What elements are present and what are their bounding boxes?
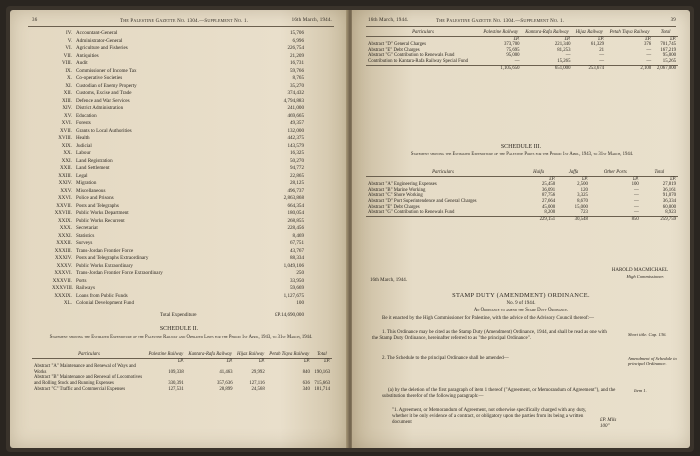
right-header-date: 16th March, 1944.	[368, 18, 409, 23]
expenditure-head-label: Accountant-General	[76, 30, 118, 36]
expenditure-head-label: Custodian of Enemy Property	[76, 82, 137, 89]
table-column-header: Petah Tiqva Railway	[606, 30, 653, 36]
row-label: Abstract "D" Port Superintendence and General Charges	[368, 198, 477, 204]
table-row	[32, 387, 332, 393]
row-label: Abstract "C" Shore Working	[368, 193, 423, 199]
schedule-ii-caption: Statement showing the Estimated Expenditure of the Palestine Railway and Operated Lines for the Period 1st April, 1943, to 31st March, 1944.	[49, 335, 313, 340]
row-value: 127,116	[249, 380, 265, 386]
row-label: Abstract "A" Maintenance and Renewal of Ways and Works	[34, 364, 136, 375]
row-value: 15,000	[574, 204, 588, 210]
row-value: 109,338	[168, 369, 184, 375]
margin-note-item-1: Item 1.	[634, 388, 647, 393]
expenditure-head-value: 226,754	[287, 45, 304, 51]
expenditure-head-label: Commissioner of Income Tax	[76, 67, 137, 74]
expenditure-head-value: 100	[296, 300, 304, 306]
ordinance-subtitle: An Ordinance to amend the Stamp Duty Ordinance.	[473, 308, 569, 313]
row-value: 61,329	[590, 42, 605, 48]
total-value: 229,151	[520, 216, 557, 222]
expenditure-head-label: Customs, Excise and Trade	[76, 90, 132, 96]
row-value: 36,161	[662, 187, 676, 193]
expenditure-head-label: Administrator-General	[76, 37, 123, 44]
row-value: —	[633, 187, 639, 193]
left-page-number: 36	[32, 18, 38, 23]
expenditure-head-label: Audit	[76, 60, 88, 66]
table-row	[32, 364, 332, 375]
expenditure-head-number: XXX.	[59, 225, 72, 231]
expenditure-head-value: 250	[296, 270, 304, 276]
expenditure-head-value: 94,772	[289, 165, 304, 171]
row-label: Abstract "B" Maintenance and Renewal of Locomotives and Rolling Stock and Running Expenses	[34, 375, 143, 386]
row-value: 81,253	[557, 47, 571, 53]
row-value: —	[646, 47, 652, 53]
row-value: 100	[631, 182, 639, 188]
expenditure-head-value: 35,270	[289, 82, 304, 89]
section-1: 1. This Ordinance may be cited as the Stamp Duty (Amendment) Ordinance, 1944, and shall be read as one with the Stamp Duty Ordinance, hereinafter referred to as "the principal Ordinance".	[372, 330, 607, 342]
row-value: 181,714	[314, 386, 330, 392]
expenditure-head-value: 59,669	[289, 285, 304, 291]
expenditure-head-label: Co-operative Societies	[76, 75, 123, 81]
row-value: 87,756	[542, 193, 556, 199]
total-expenditure-value: £P.14,690,000	[274, 312, 304, 318]
row-value: 45,000	[542, 204, 556, 210]
expenditure-head-number: XVIII.	[58, 135, 72, 141]
expenditure-head-label: Forests	[76, 120, 91, 126]
row-value: 636	[302, 380, 310, 386]
expenditure-head-number: XXXVIII.	[52, 285, 74, 291]
currency-cell: £P.	[226, 358, 233, 364]
ordinance-number: No. 9 of 1944.	[506, 301, 536, 306]
row-value: —	[633, 193, 639, 199]
right-page	[352, 10, 690, 448]
expenditure-head-number: XXIV.	[58, 180, 72, 186]
expenditure-head-label: Statistics	[76, 232, 95, 239]
row-value: 29,992	[251, 369, 265, 375]
paragraph-a: (a) by the deletion of the first paragraph of item 1 thereof ("Agreement, or Memorandum of Agreement"), and the substitution therefor of the following paragraph:—	[382, 388, 616, 400]
table-column-header: Palestine Railway	[480, 30, 522, 36]
row-value: 376	[643, 42, 652, 48]
row-value: 120	[580, 187, 588, 193]
row-label: Abstract "G" Contribution to Renewals Fund	[368, 210, 455, 216]
row-value: 357,636	[217, 380, 233, 386]
expenditure-head-label: Railways	[76, 285, 95, 291]
row-value: 28,899	[219, 386, 233, 392]
row-value: 25,450	[542, 182, 556, 188]
row-value: 127,531	[168, 386, 184, 392]
row-label: Abstract "G" Contribution to Renewals Fund	[368, 53, 455, 59]
total-value: 850	[590, 216, 641, 222]
expenditure-head-value: 15,706	[289, 30, 304, 36]
currency-cell: £P.	[632, 176, 639, 182]
expenditure-head-number: IV.	[66, 30, 72, 36]
expenditure-head-label: Trans-Jordan Frontier Force	[76, 247, 134, 254]
table-column-header: Particulars	[32, 352, 146, 358]
expenditure-head-number: XXXII.	[56, 240, 72, 246]
expenditure-head-number: XX.	[63, 150, 72, 156]
expenditure-head-number: XXVIII.	[54, 210, 72, 216]
left-page	[10, 10, 348, 448]
total-value: 1,105,650	[480, 65, 522, 71]
schedule-ii-continued-table	[366, 30, 678, 71]
expenditure-head-value: 132,000	[287, 127, 304, 134]
expenditure-head-number: XV.	[64, 112, 72, 119]
expenditure-head-number: XI.	[65, 82, 72, 89]
row-label: Abstract "B" Marine Working	[368, 187, 426, 193]
expenditure-head-label: Loans from Public Funds	[76, 292, 128, 299]
expenditure-head-value: 22,865	[289, 172, 304, 179]
row-label: Abstract "C" Traffic and Commercial Expenses	[34, 386, 126, 392]
schedule-iii-title: SCHEDULE III.	[500, 144, 542, 150]
expenditure-head-number: XXI.	[61, 157, 72, 164]
expenditure-head-value: 59,766	[289, 67, 304, 74]
row-label: Abstract "E" Debt Charges	[368, 204, 420, 210]
expenditure-head-label: Legal	[76, 172, 88, 179]
expenditure-head-number: VI.	[65, 45, 72, 51]
row-value: —	[646, 53, 652, 59]
right-running-head: The Palestine Gazette No. 1304.—Supplement No. 1.	[436, 19, 565, 24]
expenditure-head-label: Secretariat	[76, 225, 98, 231]
left-header-date: 16th March, 1944.	[291, 18, 332, 23]
enacting-clause: Be it enacted by the High Commissioner for Palestine, with the advice of the Advisory Council thereof:—	[382, 316, 595, 321]
row-value: 330,391	[168, 380, 184, 386]
expenditure-head-number: XVII.	[59, 127, 72, 134]
row-value: 27,664	[542, 198, 556, 204]
expenditure-head-value: 67,751	[289, 240, 304, 246]
expenditure-head-number: XXIII.	[58, 172, 72, 179]
row-value: 24,568	[251, 386, 265, 392]
expenditure-head-value: 16,731	[289, 60, 304, 66]
currency-cell: £P.	[258, 358, 265, 364]
total-value: 2,100	[606, 65, 653, 71]
table-column-header: Total	[312, 352, 332, 358]
left-running-head: The Palestine Gazette No. 1304.—Supplement No. 1.	[120, 19, 249, 24]
expenditure-head-number: XXXI.	[57, 232, 72, 239]
table-column-header: Total	[653, 30, 678, 36]
expenditure-head-label: Police and Prisons	[76, 195, 114, 201]
row-value: —	[633, 210, 639, 216]
expenditure-head-number: XXXIII.	[54, 247, 72, 254]
expenditure-head-label: Education	[76, 112, 97, 119]
row-value: 715,663	[314, 380, 330, 386]
table-row	[32, 375, 332, 386]
expenditure-head-label: Colonial Development Fund	[76, 300, 135, 306]
expenditure-head-value: 8,469	[292, 232, 304, 239]
item-1-quote: "1. Agreement, or Memorandum of Agreement, not otherwise specifically charged with any duty, whether it be only evidence of a contract, or obligatory upon the parties from its being a written document	[392, 408, 587, 426]
row-value: 15,265	[662, 58, 676, 64]
expenditure-head-value: 664,354	[287, 202, 304, 209]
expenditure-head-label: Ports	[76, 277, 87, 284]
table-total-row	[366, 216, 678, 222]
expenditure-head-label: Migration	[76, 180, 97, 186]
expenditure-head-label: Health	[76, 135, 90, 141]
table-column-header: Kantara-Rafa Railway	[522, 30, 573, 36]
row-value: 36,334	[662, 198, 676, 204]
table-column-header: Hijaz Railway	[572, 30, 606, 36]
expenditure-head-value: 241,000	[287, 105, 304, 111]
row-value: 167,219	[660, 47, 676, 53]
expenditure-head-label: Posts and Telegraphs Extraordinary	[76, 255, 149, 261]
row-label: Abstract "D" General Charges	[368, 42, 427, 48]
row-value: 91,070	[662, 193, 676, 199]
row-value: 2,500	[577, 182, 588, 188]
row-value: 60,000	[662, 204, 676, 210]
expenditure-head-label: Public Works Extraordinary	[76, 262, 133, 269]
row-label: Contribution to Kantara-Rafa Railway Special Fund	[368, 58, 469, 64]
schedule-iii-caption: Statement showing the Estimated Expenditure of the Palestine Ports for the Period 1st April, 1943, to 31st March, 1944.	[410, 152, 634, 157]
total-value: 259,759	[641, 216, 678, 222]
expenditure-head-number: XIV.	[62, 105, 72, 111]
row-value: 36,091	[542, 187, 556, 193]
expenditure-head-value: 6,996	[292, 37, 304, 44]
expenditure-head-value: 442,375	[287, 135, 304, 141]
expenditure-head-label: Antiquities	[76, 52, 99, 59]
expenditure-head-label: Grants to Local Authorities	[76, 127, 132, 134]
row-value: 3,325	[577, 193, 588, 199]
row-value: —	[599, 58, 605, 64]
expenditure-head-number: XXIX.	[57, 217, 72, 224]
expenditure-head-label: Land Settlement	[76, 165, 110, 171]
expenditure-head-value: 43,767	[289, 247, 304, 254]
expenditure-head-number: XIII.	[61, 97, 72, 104]
expenditure-head-label: Trans-Jordan Frontier Force Extraordinary	[76, 270, 163, 276]
row-value: 95,000	[506, 53, 520, 59]
expenditure-head-value: 143,579	[287, 142, 304, 149]
row-value: 8,200	[544, 210, 556, 216]
row-value: 41,463	[219, 369, 233, 375]
row-value: —	[599, 53, 605, 59]
expenditure-head-value: 1,049,106	[283, 262, 304, 269]
expenditure-head-label: Judicial	[76, 142, 92, 149]
expenditure-head-value: 50,270	[289, 157, 304, 164]
expenditure-head-value: 496,737	[287, 187, 304, 194]
ordinance-title: STAMP DUTY (AMENDMENT) ORDINANCE.	[452, 292, 590, 299]
right-header-rule	[366, 26, 676, 27]
expenditure-head-label: Agriculture and Fisheries	[76, 45, 128, 51]
expenditure-head-label: Defence and War Services	[76, 97, 130, 104]
expenditure-head-number: XXXIV.	[54, 255, 72, 261]
row-label: Abstract "A" Engineering Expenses	[368, 182, 437, 188]
expenditure-head-value: 268,855	[287, 217, 304, 224]
row-value: 190,163	[314, 369, 330, 375]
total-value: 30,548	[557, 216, 590, 222]
row-value: 21	[599, 47, 605, 53]
row-value: 95,000	[662, 53, 676, 59]
currency-cell: £P.	[645, 36, 652, 42]
expenditure-head-number: XXXIX.	[54, 292, 72, 299]
row-value: 75,695	[506, 47, 520, 53]
expenditure-head-label: Labour	[76, 150, 91, 156]
row-value: 723	[580, 210, 588, 216]
row-label: Abstract "E" Debt Charges	[368, 47, 420, 53]
expenditure-head-number: VIII.	[61, 60, 72, 66]
expenditure-head-value: 180,054	[287, 210, 304, 216]
expenditure-head-number: XVI.	[61, 120, 72, 126]
row-value: 8,923	[665, 210, 676, 216]
left-header-rule	[28, 26, 334, 27]
row-value: 840	[302, 369, 310, 375]
schedule-ii-table	[32, 352, 332, 392]
currency-cell: £P.	[581, 176, 588, 182]
currency-cell: £P.	[303, 358, 310, 364]
expenditure-head-label: Land Registration	[76, 157, 113, 164]
expenditure-head-number: XL.	[63, 300, 72, 306]
expenditure-head-label: Public Works Recurrent	[76, 217, 125, 224]
expenditure-head-value: 8,765	[292, 75, 304, 81]
expenditure-head-number: XXII.	[59, 165, 72, 171]
row-value: 27,819	[662, 182, 676, 188]
expenditure-head-value: 49,357	[289, 120, 304, 126]
open-book	[6, 6, 694, 452]
expenditure-head-label: Public Works Department	[76, 210, 129, 216]
expenditure-head-number: XXVII.	[56, 202, 72, 209]
total-value: 651,000	[522, 65, 573, 71]
section-2: 2. The Schedule to the principal Ordinance shall be amended—	[382, 356, 509, 361]
table-column-header: Other Ports	[590, 170, 641, 176]
row-value: 8,670	[577, 198, 588, 204]
table-total-row	[366, 65, 678, 71]
row-value: 373,700	[503, 42, 520, 48]
expenditure-head-value: 33,950	[289, 277, 304, 284]
currency-cell: £P.	[670, 176, 676, 182]
table-column-header: Jaffa	[557, 170, 590, 176]
expenditure-head-value: 2,863,868	[283, 195, 304, 201]
row-value: —	[646, 58, 652, 64]
expenditure-head-number: IX.	[65, 67, 72, 74]
expenditure-head-value: 88,334	[289, 255, 304, 261]
total-expenditure-label: Total Expenditure	[160, 312, 197, 318]
expenditure-head-label: Surveys	[76, 240, 93, 246]
expenditure-head-value: 28,125	[289, 180, 304, 186]
total-value: 2,067,000	[653, 65, 678, 71]
row-value: —	[633, 198, 639, 204]
expenditure-head-number: XXXV.	[56, 262, 72, 269]
currency-cell: £P.	[598, 36, 605, 42]
table-column-header: Kantara-Rafa Railway	[186, 352, 235, 358]
signature-date: 16th March, 1944.	[370, 278, 407, 283]
table-column-header: Haifa	[520, 170, 557, 176]
schedule-iii-table	[366, 170, 678, 222]
expenditure-head-number: X.	[67, 75, 72, 81]
margin-note-amendment: Amendment of Schedule to principal Ordinance.	[628, 356, 677, 367]
signatory-name: HAROLD MACMICHAEL	[611, 268, 668, 273]
currency-cell: £P.	[177, 358, 184, 364]
expenditure-head-value: 374,432	[287, 90, 304, 96]
signatory-title: High Commissioner.	[626, 274, 664, 279]
expenditure-head-number: XII.	[63, 90, 72, 96]
expenditure-head-value: 1,127,675	[283, 292, 304, 299]
expenditure-head-number: XXV.	[60, 187, 72, 194]
table-column-header: Particulars	[366, 170, 520, 176]
row-value: —	[514, 58, 520, 64]
table-column-header: Total	[641, 170, 678, 176]
currency-cell: £P.	[549, 176, 556, 182]
currency-cell: £P.	[564, 36, 571, 42]
table-column-header: Petah Tiqva Railway	[267, 352, 312, 358]
expenditure-head-value: 469,665	[287, 112, 304, 119]
expenditure-head-value: 21,209	[289, 52, 304, 59]
row-value: —	[565, 53, 571, 59]
expenditure-head-label: District Administration	[76, 105, 124, 111]
expenditure-head-number: VII.	[63, 52, 72, 59]
expenditure-head-value: 4,794,883	[283, 97, 304, 104]
table-column-header: Particulars	[366, 30, 480, 36]
right-page-number: 39	[670, 18, 676, 23]
row-value: 221,340	[554, 42, 571, 48]
expenditure-head-number: XXVI.	[57, 195, 72, 201]
expenditure-head-label: Posts and Telegraphs	[76, 202, 119, 209]
table-column-header: Palestine Railway	[146, 352, 186, 358]
row-value: 701,745	[660, 42, 676, 48]
item-1-amount: £P. Mils 100"	[600, 418, 617, 430]
row-value: 340	[302, 386, 310, 392]
total-value: 253,674	[572, 65, 606, 71]
expenditure-head-value: 228,456	[287, 225, 304, 231]
expenditure-head-number: XIX.	[61, 142, 72, 149]
total-blank	[366, 216, 520, 222]
expenditure-head-label: Miscellaneous	[76, 187, 106, 194]
schedule-ii-title: SCHEDULE II.	[159, 326, 199, 332]
total-blank	[366, 65, 480, 71]
row-value: —	[633, 204, 639, 210]
currency-cell: £P.	[513, 36, 520, 42]
expenditure-head-number: XXXVI.	[54, 270, 72, 276]
expenditure-head-number: XXXVII.	[52, 277, 72, 284]
expenditure-head-value: 16,325	[289, 150, 304, 156]
currency-cell: £P.	[670, 36, 676, 42]
currency-cell: £P.	[324, 358, 330, 364]
table-column-header: Hijaz Railway	[235, 352, 267, 358]
margin-note-short-title: Short title. Cap. 136.	[628, 332, 667, 337]
expenditure-head-number: V.	[67, 37, 72, 44]
row-value: 15,265	[557, 58, 571, 64]
